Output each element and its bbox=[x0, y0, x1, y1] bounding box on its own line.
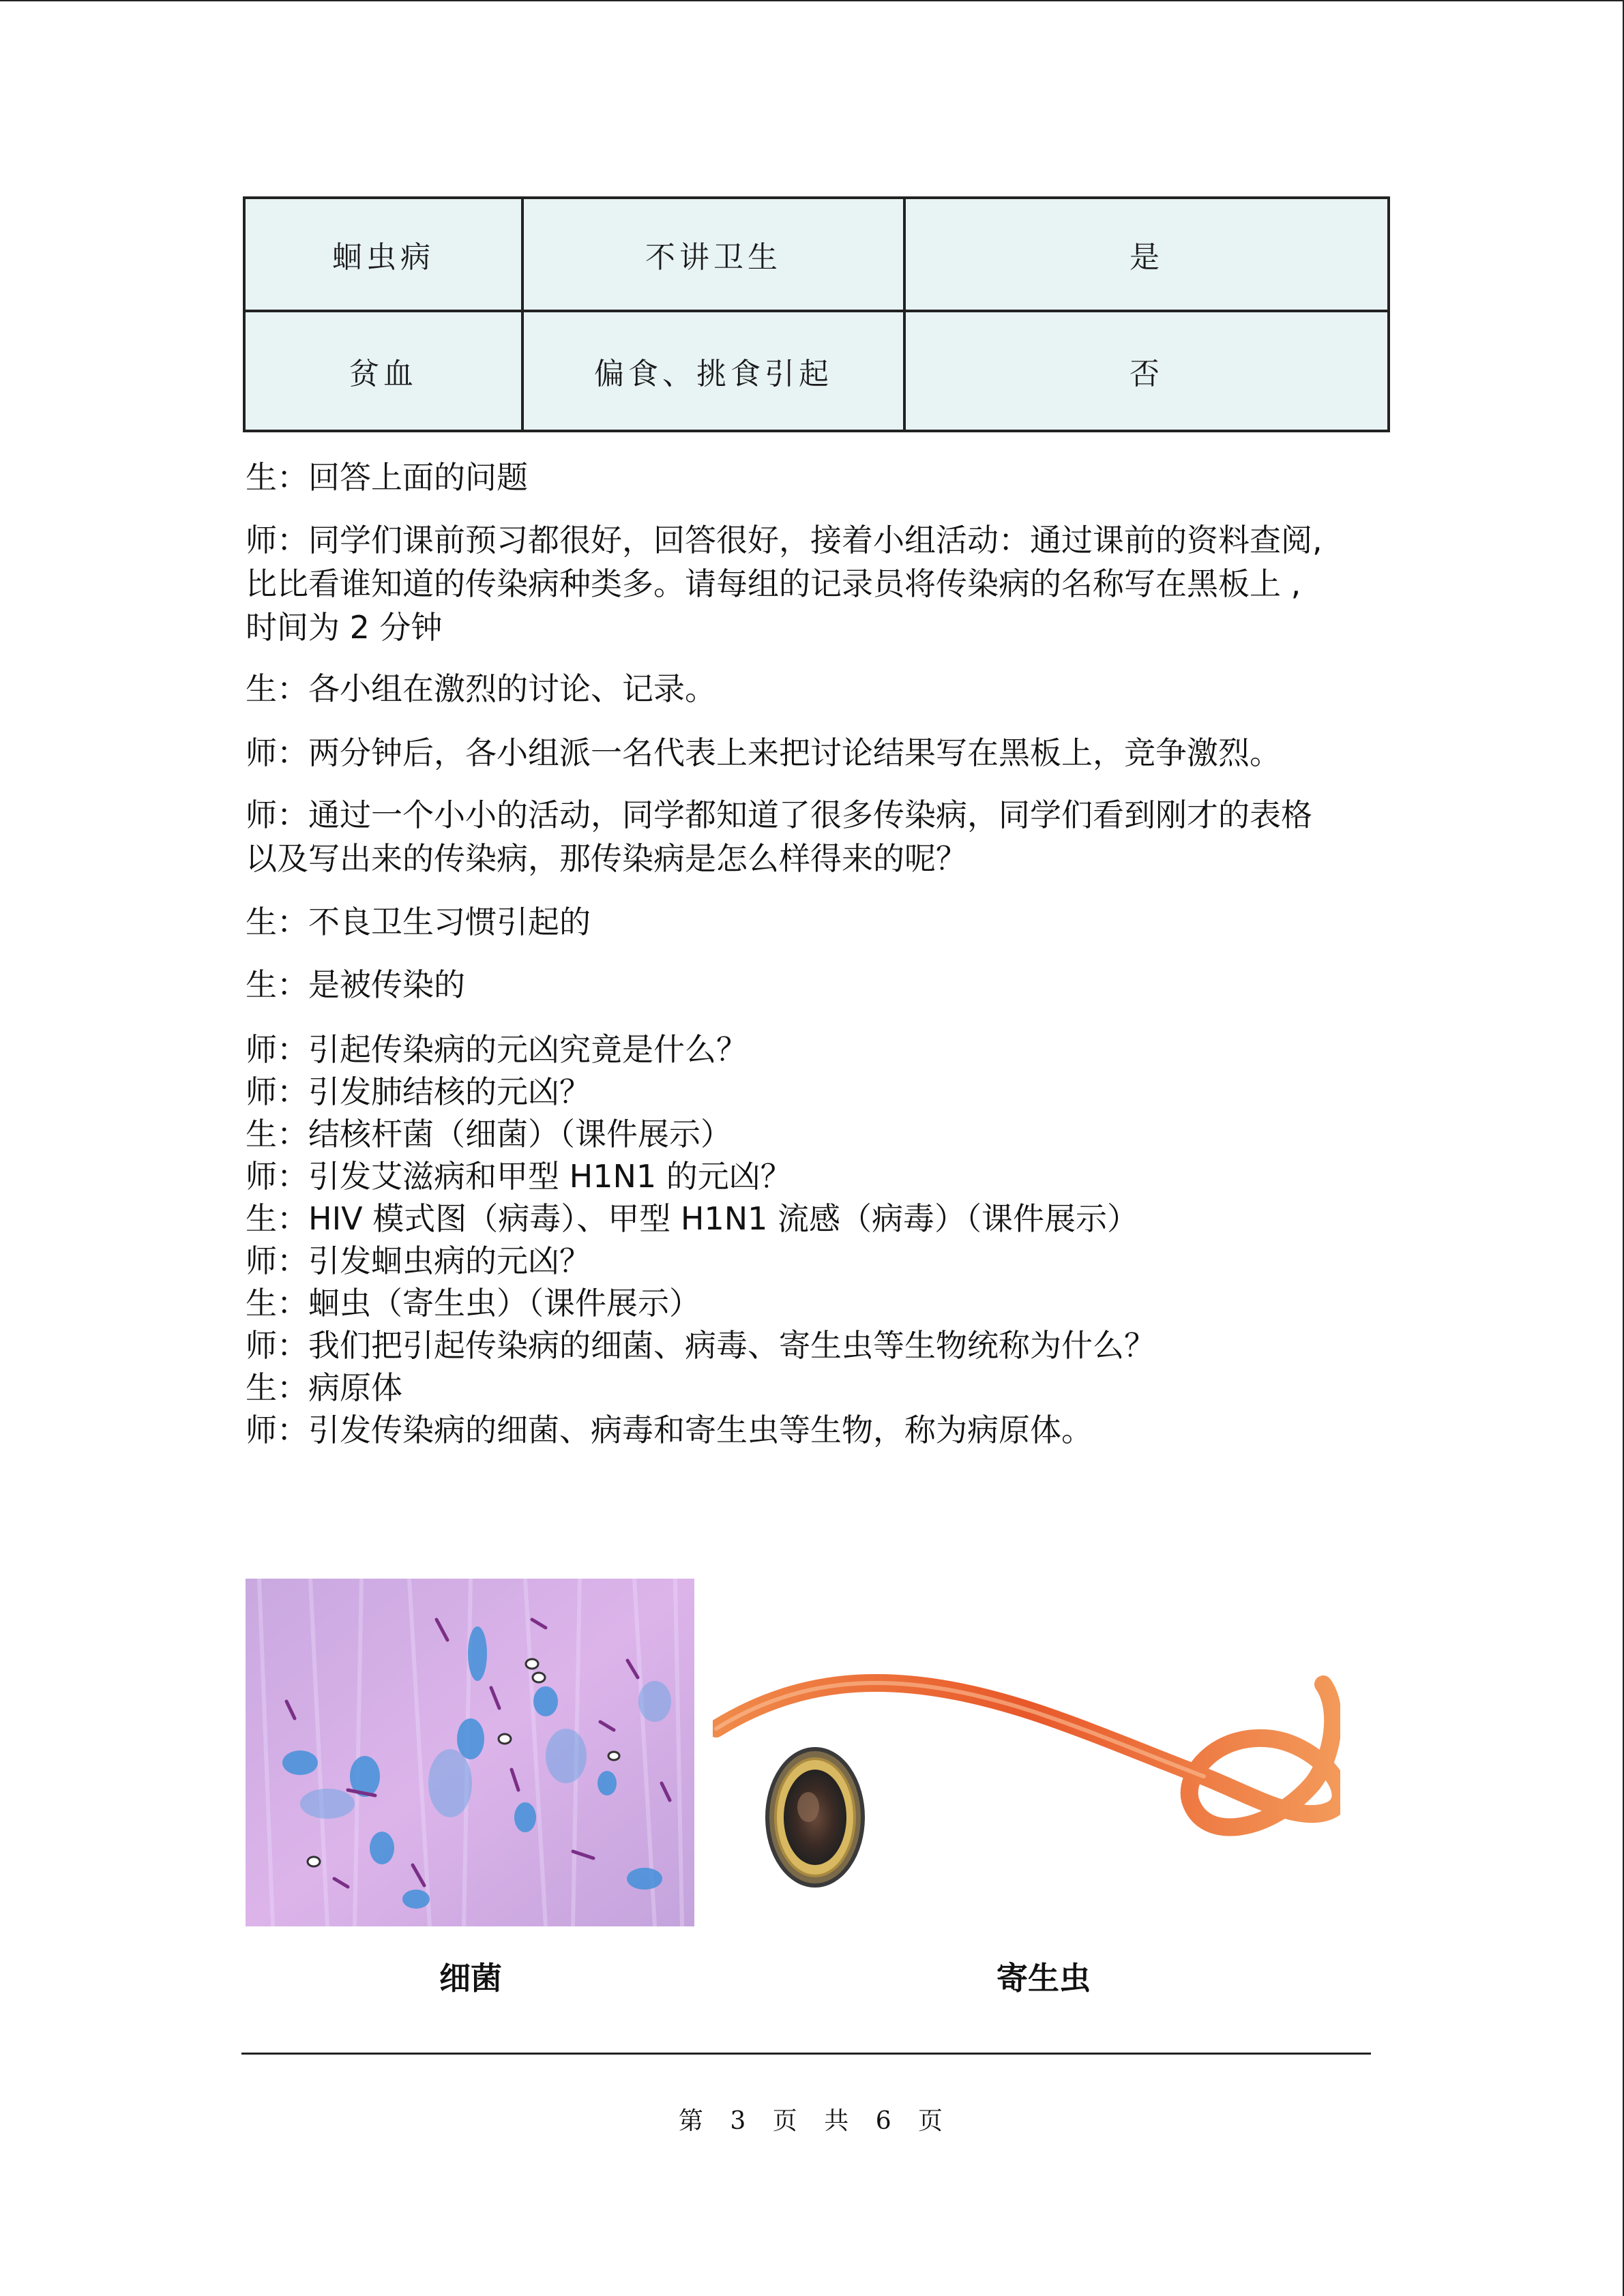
table-row bbox=[244, 311, 1389, 431]
table-cell: 蛔虫病 bbox=[244, 198, 522, 311]
dialog-block bbox=[246, 456, 1378, 499]
table-row bbox=[244, 198, 1389, 311]
dialog-line: 生：结核杆菌（细菌）（课件展示） bbox=[246, 1116, 732, 1152]
parasite-caption: 寄生虫 bbox=[996, 1960, 1091, 1997]
dialog-line: 以及写出来的传染病，那传染病是怎么样得来的呢？ bbox=[246, 840, 967, 877]
footer-text: 页 bbox=[772, 2107, 800, 2135]
bacteria-caption: 细菌 bbox=[439, 1960, 502, 1997]
dialog-line: 生：各小组在激烈的讨论、记录。 bbox=[246, 670, 716, 707]
dialog-block bbox=[246, 963, 1378, 1007]
page-number-footer bbox=[0, 2102, 1624, 2136]
dialog-line: 比比看谁知道的传染病种类多。请每组的记录员将传染病的名称写在黑板上 , bbox=[246, 565, 1301, 602]
current-page-number: 3 bbox=[730, 2107, 749, 2135]
dialog-line: 师：引起传染病的元凶究竟是什么？ bbox=[246, 1031, 748, 1068]
dialog-line: 师：引发传染病的细菌、病毒和寄生虫等生物，称为病原体。 bbox=[246, 1412, 1093, 1448]
footer-text: 共 bbox=[824, 2107, 852, 2135]
dialog-block bbox=[246, 731, 1378, 775]
dialog-line: 生：蛔虫（寄生虫）（课件展示） bbox=[246, 1285, 700, 1322]
roundworm-svg bbox=[713, 1626, 1340, 1913]
dialog-line: 师：通过一个小小的活动，同学都知道了很多传染病，同学们看到刚才的表格 bbox=[246, 796, 1312, 833]
dialog-line: 师：同学们课前预习都很好，回答很好，接着小组活动：通过课前的资料查阅, bbox=[246, 522, 1323, 558]
bacteria-micrograph bbox=[246, 1579, 694, 1926]
table-cell: 贫血 bbox=[244, 311, 522, 431]
dialog-line: 师：我们把引起传染病的细菌、病毒、寄生虫等生物统称为什么？ bbox=[246, 1327, 1155, 1364]
bacteria-micrograph-svg bbox=[246, 1579, 694, 1926]
dialog-block bbox=[246, 667, 1378, 711]
dialog-line: 生：不良卫生习惯引起的 bbox=[246, 904, 591, 940]
footer-text: 页 bbox=[918, 2107, 946, 2135]
parasite-illustration bbox=[713, 1626, 1340, 1913]
dialog-line: 师：引发蛔虫病的元凶？ bbox=[246, 1242, 591, 1279]
table-cell: 是 bbox=[904, 198, 1389, 311]
dialog-line: 师：引发肺结核的元凶？ bbox=[246, 1073, 591, 1110]
footer-divider bbox=[241, 2053, 1371, 2055]
dialog-block bbox=[246, 793, 1378, 880]
dialog-line: 生：病原体 bbox=[246, 1369, 402, 1406]
table-cell: 偏食、挑食引起 bbox=[522, 311, 904, 431]
dialog-block bbox=[246, 1028, 1378, 1451]
dialog-line: 师：两分钟后，各小组派一名代表上来把讨论结果写在黑板上，竞争激烈。 bbox=[246, 734, 1281, 771]
dialog-block bbox=[246, 900, 1378, 944]
dialog-block bbox=[246, 518, 1378, 649]
dialog-line: 生：HIV 模式图（病毒）、甲型 H1N1 流感（病毒）（课件展示） bbox=[246, 1200, 1139, 1237]
table-cell: 不讲卫生 bbox=[522, 198, 904, 311]
footer-text: 第 bbox=[678, 2107, 706, 2135]
dialog-line: 生：是被传染的 bbox=[246, 966, 465, 1003]
total-page-count: 6 bbox=[875, 2107, 894, 2135]
disease-table bbox=[243, 196, 1390, 432]
dialog-line: 时间为 2 分钟 bbox=[246, 609, 443, 646]
dialog-line: 师：引发艾滋病和甲型 H1N1 的元凶？ bbox=[246, 1158, 792, 1195]
dialog-line: 生：回答上面的问题 bbox=[246, 459, 528, 496]
table-cell: 否 bbox=[904, 311, 1389, 431]
